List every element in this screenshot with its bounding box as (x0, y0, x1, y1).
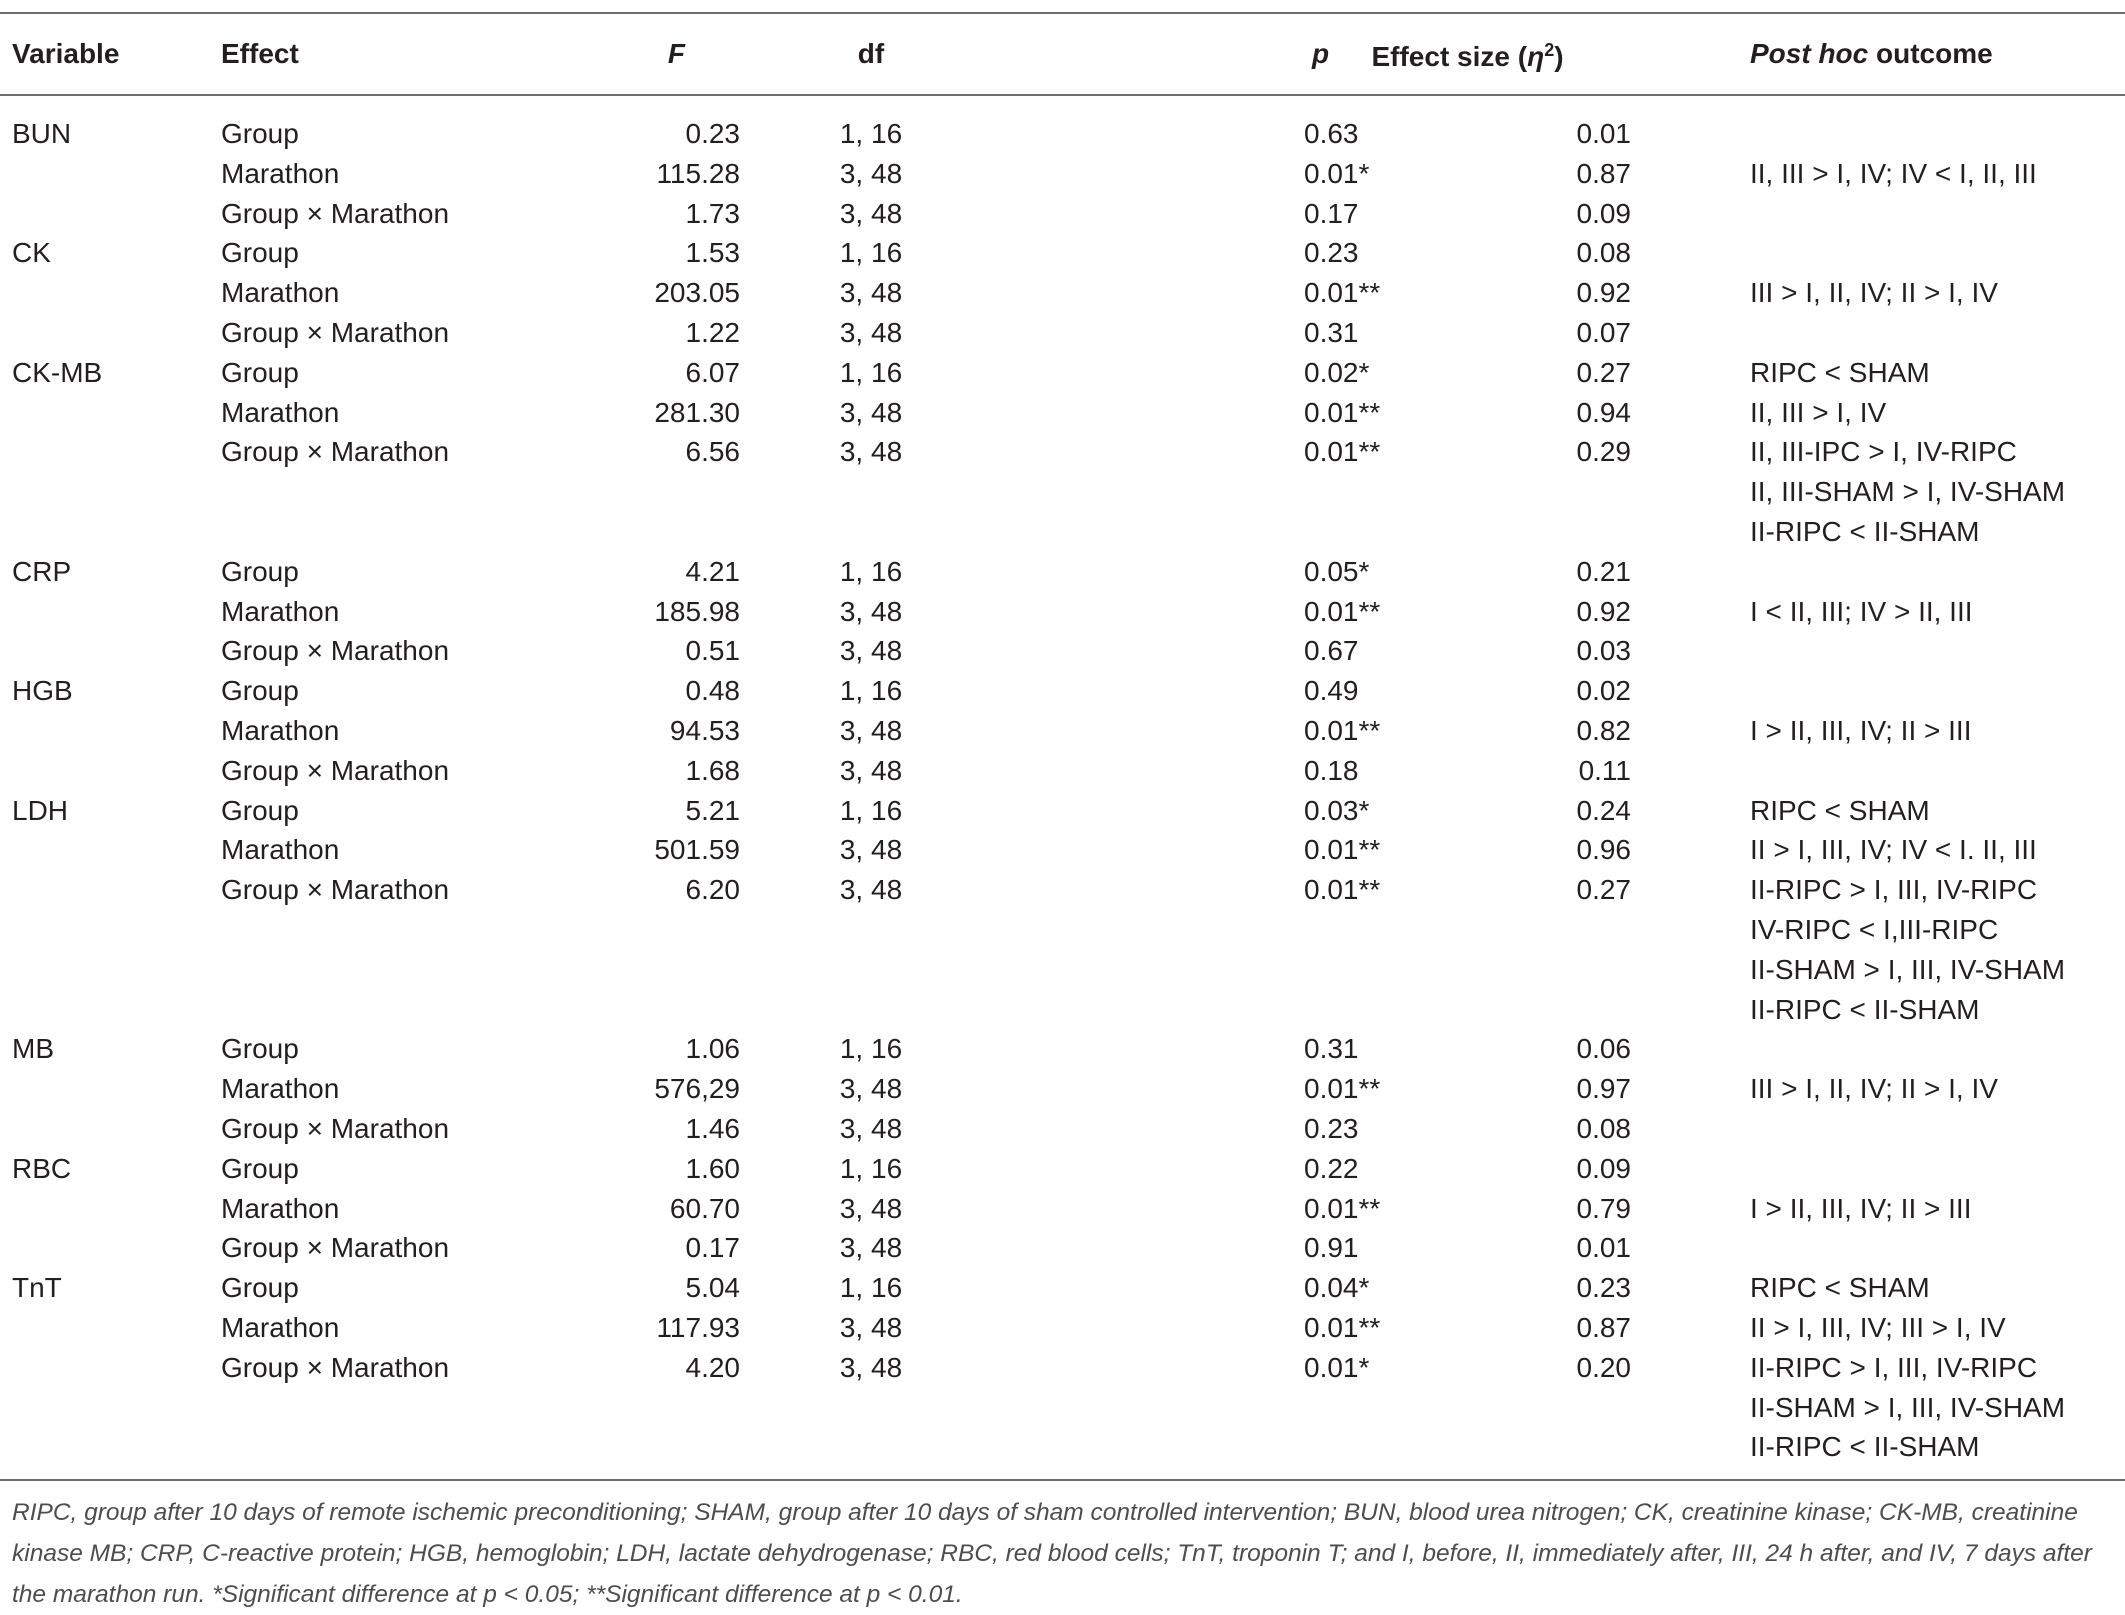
posthoc-line: II-RIPC < II-SHAM (1750, 515, 1980, 547)
bottom-rule (0, 1479, 2125, 1481)
cell-posthoc (1678, 791, 2125, 831)
cell-posthoc (1678, 1189, 2125, 1229)
table-row (0, 751, 2125, 791)
cell-posthoc (1678, 631, 2125, 671)
cell-f: 1.68 (685, 754, 740, 786)
cell-variable (0, 631, 221, 671)
cell-effect-size: 0.03 (1576, 635, 1631, 667)
table-row (0, 711, 2125, 751)
cell-f: 5.21 (685, 794, 740, 826)
table-row (0, 273, 2125, 313)
header-f: F (667, 38, 685, 70)
cell-df: 3, 48 (839, 754, 903, 786)
cell-f: 6.07 (685, 356, 740, 388)
cell-effect-size: 0.87 (1576, 157, 1631, 189)
posthoc-line: II, III > I, IV (1750, 396, 1887, 428)
cell-effect: Group × Marathon (221, 874, 450, 906)
table-row (0, 154, 2125, 194)
cell-effect: Group (221, 237, 299, 269)
cell-effect-size: 0.24 (1576, 794, 1631, 826)
cell-effect-size: 0.79 (1576, 1192, 1631, 1224)
cell-effect-size: 0.07 (1576, 316, 1631, 348)
cell-effect-size: 0.11 (1578, 754, 1631, 786)
table-row (0, 393, 2125, 433)
header-p: p (1312, 38, 1330, 70)
cell-variable (0, 313, 221, 353)
table-row (0, 194, 2125, 234)
cell-posthoc (1678, 870, 2125, 1029)
cell-effect-size: 0.97 (1576, 1073, 1631, 1105)
cell-posthoc (1678, 313, 2125, 353)
cell-f: 203.05 (654, 277, 740, 309)
table-row (0, 1069, 2125, 1109)
cell-p: 0.63 (1304, 118, 1359, 149)
cell-effect-size: 0.27 (1576, 874, 1631, 906)
cell-effect: Group (221, 794, 299, 826)
cell-df: 3, 48 (839, 595, 903, 627)
cell-variable (0, 194, 221, 234)
cell-variable: MB (12, 1033, 54, 1065)
cell-f: 4.20 (685, 1351, 740, 1383)
cell-f: 576,29 (654, 1073, 740, 1105)
cell-effect: Group × Marathon (221, 197, 450, 229)
cell-f: 0.23 (685, 118, 740, 149)
table-row (0, 1308, 2125, 1348)
cell-df: 3, 48 (839, 714, 903, 746)
cell-df: 1, 16 (839, 794, 903, 826)
cell-posthoc (1678, 830, 2125, 870)
cell-df: 3, 48 (839, 1232, 903, 1264)
cell-variable (0, 751, 221, 791)
cell-effect: Marathon (221, 157, 340, 189)
posthoc-line: III > I, II, IV; II > I, IV (1750, 1073, 1998, 1105)
cell-posthoc (1678, 233, 2125, 273)
cell-effect: Group × Marathon (221, 436, 450, 468)
cell-effect-size: 0.08 (1576, 237, 1631, 269)
posthoc-line: I > II, III, IV; II > III (1750, 714, 1972, 746)
posthoc-line: II, III-SHAM > I, IV-SHAM (1750, 476, 2066, 508)
cell-df: 3, 48 (839, 277, 903, 309)
cell-p: 0.01** (1304, 396, 1381, 428)
cell-f: 0.51 (685, 635, 740, 667)
cell-p: 0.02* (1304, 356, 1370, 388)
posthoc-line: II, III-IPC > I, IV-RIPC (1750, 436, 2017, 468)
cell-variable: RBC (12, 1152, 72, 1184)
posthoc-line: RIPC < SHAM (1750, 356, 1930, 388)
header-posthoc: Post hoc outcome (1750, 38, 1993, 70)
posthoc-line: II-SHAM > I, III, IV-SHAM (1750, 953, 2066, 985)
cell-variable: TnT (12, 1272, 62, 1304)
cell-f: 117.93 (656, 1311, 740, 1343)
cell-f: 6.20 (685, 874, 740, 906)
cell-effect-size: 0.27 (1576, 356, 1631, 388)
cell-df: 1, 16 (839, 237, 903, 269)
cell-variable (0, 870, 221, 1029)
cell-effect-size: 0.92 (1576, 595, 1631, 627)
cell-effect: Group (221, 555, 299, 587)
cell-posthoc (1678, 1268, 2125, 1308)
cell-effect: Marathon (221, 1311, 340, 1343)
table-row (0, 233, 2125, 273)
cell-variable (0, 711, 221, 751)
cell-f: 0.17 (685, 1232, 740, 1264)
cell-effect: Group × Marathon (221, 1112, 450, 1144)
cell-f: 185.98 (654, 595, 740, 627)
cell-df: 3, 48 (839, 1112, 903, 1144)
cell-effect: Group (221, 1152, 299, 1184)
cell-f: 1.22 (685, 316, 740, 348)
cell-posthoc (1678, 552, 2125, 592)
cell-posthoc (1678, 1149, 2125, 1189)
cell-p: 0.05* (1304, 555, 1370, 587)
table-footnote: RIPC, group after 10 days of remote ischemic preconditioning; SHAM, group after 10 days of sham controlled intervention; BUN, blood urea nitrogen; CK, creatinine kinase; CK-MB, creatinine kinase MB; CRP, C-reactive protein; HGB, hemoglobin; LDH, lactate dehydrogenase; RBC, red blood cells; TnT, troponin T; and I, before, II, immediately after, III, 24 h after, and IV, 7 days after the marathon run. *Significant difference at p < 0.05; **Significant difference at p < 0.01. (12, 1499, 2092, 1608)
table-row (0, 432, 2125, 551)
cell-variable (0, 1308, 221, 1348)
cell-p: 0.01** (1304, 277, 1381, 309)
cell-p: 0.01** (1304, 874, 1381, 906)
cell-f: 94.53 (669, 714, 740, 746)
cell-effect: Marathon (221, 1192, 340, 1224)
cell-variable (0, 393, 221, 433)
header-effect-size: Effect size $(\eta^2)$ (1371, 40, 1564, 73)
cell-effect: Marathon (221, 277, 340, 309)
posthoc-line: II > I, III, IV; IV < I. II, III (1750, 834, 2037, 866)
posthoc-line: II-SHAM > I, III, IV-SHAM (1750, 1391, 2066, 1423)
cell-p: 0.04* (1304, 1272, 1370, 1304)
cell-df: 1, 16 (839, 356, 903, 388)
posthoc-line: II, III > I, IV; IV < I, II, III (1750, 157, 2037, 189)
cell-df: 1, 16 (839, 1033, 903, 1065)
cell-effect: Group (221, 356, 299, 388)
cell-posthoc (1678, 1228, 2125, 1268)
cell-effect-size: 0.21 (1576, 555, 1631, 587)
cell-f: 1.46 (685, 1112, 740, 1144)
table-row (0, 791, 2125, 831)
cell-effect-size: 0.01 (1576, 118, 1631, 149)
cell-posthoc (1678, 432, 2125, 551)
cell-p: 0.17 (1304, 197, 1359, 229)
cell-effect-size: 0.92 (1576, 277, 1631, 309)
cell-df: 1, 16 (839, 1152, 903, 1184)
cell-variable (0, 432, 221, 551)
cell-df: 3, 48 (839, 635, 903, 667)
cell-posthoc (1678, 273, 2125, 313)
posthoc-line: IV-RIPC < I,III-RIPC (1750, 913, 1999, 945)
cell-p: 0.01** (1304, 1311, 1381, 1343)
cell-p: 0.01** (1304, 436, 1381, 468)
cell-effect-size: 0.01 (1576, 1232, 1631, 1264)
table-row (0, 671, 2125, 711)
table-body (0, 94, 2125, 1475)
cell-df: 3, 48 (839, 396, 903, 428)
cell-variable (0, 154, 221, 194)
cell-p: 0.31 (1304, 316, 1359, 348)
cell-variable: BUN (12, 118, 72, 149)
cell-p: 0.18 (1304, 754, 1359, 786)
cell-effect: Group (221, 1033, 299, 1065)
table-row (0, 1149, 2125, 1189)
cell-variable (0, 273, 221, 313)
cell-p: 0.03* (1304, 794, 1370, 826)
cell-f: 281.30 (654, 396, 740, 428)
anova-results-table (0, 14, 2125, 1475)
cell-posthoc (1678, 154, 2125, 194)
table-row (0, 830, 2125, 870)
cell-p: 0.23 (1304, 1112, 1359, 1144)
table-row (0, 1189, 2125, 1229)
cell-p: 0.01** (1304, 834, 1381, 866)
posthoc-line: II-RIPC > I, III, IV-RIPC (1750, 1351, 2038, 1383)
cell-variable (0, 592, 221, 632)
table-row (0, 552, 2125, 592)
posthoc-line: RIPC < SHAM (1750, 794, 1930, 826)
cell-posthoc (1678, 353, 2125, 393)
cell-posthoc (1678, 94, 2125, 154)
cell-df: 3, 48 (839, 1351, 903, 1383)
cell-df: 3, 48 (839, 1311, 903, 1343)
cell-effect: Marathon (221, 595, 340, 627)
cell-p: 0.01** (1304, 714, 1381, 746)
cell-effect-size: 0.20 (1576, 1351, 1631, 1383)
cell-posthoc (1678, 1069, 2125, 1109)
cell-f: 6.56 (685, 436, 740, 468)
cell-variable (0, 1348, 221, 1475)
posthoc-line: II-RIPC < II-SHAM (1750, 993, 1980, 1025)
table-row (0, 353, 2125, 393)
cell-f: 1.06 (685, 1033, 740, 1065)
cell-df: 3, 48 (839, 1073, 903, 1105)
cell-effect-size: 0.94 (1576, 396, 1631, 428)
cell-posthoc (1678, 1029, 2125, 1069)
cell-effect: Group (221, 675, 299, 707)
cell-effect: Group × Marathon (221, 1351, 450, 1383)
cell-df: 1, 16 (839, 1272, 903, 1304)
cell-effect: Group (221, 1272, 299, 1304)
cell-p: 0.01** (1304, 1192, 1381, 1224)
header-effect: Effect (221, 38, 299, 70)
table-row (0, 1348, 2125, 1475)
cell-posthoc (1678, 1348, 2125, 1475)
cell-df: 3, 48 (839, 834, 903, 866)
cell-variable: LDH (12, 794, 69, 826)
header-df: df (857, 38, 885, 70)
cell-posthoc (1678, 393, 2125, 433)
header-row (0, 14, 2125, 94)
cell-effect: Group × Marathon (221, 1232, 450, 1264)
cell-variable (0, 1189, 221, 1229)
cell-variable: CK-MB (12, 356, 103, 388)
cell-effect: Marathon (221, 714, 340, 746)
cell-p: 0.31 (1304, 1033, 1359, 1065)
cell-p: 0.01** (1304, 1073, 1381, 1105)
cell-p: 0.91 (1304, 1232, 1359, 1264)
cell-f: 1.73 (685, 197, 740, 229)
cell-variable: CRP (12, 555, 72, 587)
cell-p: 0.01* (1304, 1351, 1370, 1383)
table-row (0, 1109, 2125, 1149)
posthoc-line: II > I, III, IV; III > I, IV (1750, 1311, 2006, 1343)
cell-p: 0.23 (1304, 237, 1359, 269)
cell-effect-size: 0.82 (1576, 714, 1631, 746)
cell-variable (0, 1228, 221, 1268)
cell-posthoc (1678, 711, 2125, 751)
cell-posthoc (1678, 1109, 2125, 1149)
cell-f: 1.60 (685, 1152, 740, 1184)
cell-effect-size: 0.08 (1576, 1112, 1631, 1144)
cell-variable (0, 830, 221, 870)
table-row (0, 631, 2125, 671)
table-row (0, 313, 2125, 353)
cell-df: 3, 48 (839, 1192, 903, 1224)
cell-f: 4.21 (685, 555, 740, 587)
cell-effect-size: 0.09 (1576, 197, 1631, 229)
cell-df: 3, 48 (839, 316, 903, 348)
cell-variable: CK (12, 237, 51, 269)
cell-effect: Group × Marathon (221, 754, 450, 786)
cell-df: 3, 48 (839, 157, 903, 189)
posthoc-line: I > II, III, IV; II > III (1750, 1192, 1972, 1224)
cell-variable (0, 1069, 221, 1109)
table-row (0, 1029, 2125, 1069)
table-row (0, 1228, 2125, 1268)
cell-effect-size: 0.29 (1576, 436, 1631, 468)
cell-p: 0.67 (1304, 635, 1359, 667)
cell-effect: Marathon (221, 1073, 340, 1105)
cell-effect-size: 0.96 (1576, 834, 1631, 866)
table-row (0, 870, 2125, 1029)
cell-f: 115.28 (656, 157, 740, 189)
cell-df: 1, 16 (839, 675, 903, 707)
header-variable: Variable (12, 38, 120, 70)
posthoc-line: II-RIPC > I, III, IV-RIPC (1750, 874, 2038, 906)
cell-f: 0.48 (685, 675, 740, 707)
cell-effect: Marathon (221, 834, 340, 866)
cell-f: 5.04 (685, 1272, 740, 1304)
cell-variable: HGB (12, 675, 73, 707)
cell-effect-size: 0.02 (1576, 675, 1631, 707)
cell-posthoc (1678, 671, 2125, 711)
cell-f: 501.59 (654, 834, 740, 866)
cell-p: 0.22 (1304, 1152, 1359, 1184)
cell-effect-size: 0.06 (1576, 1033, 1631, 1065)
cell-effect: Marathon (221, 396, 340, 428)
cell-effect: Group × Marathon (221, 635, 450, 667)
table-row (0, 592, 2125, 632)
cell-p: 0.01** (1304, 595, 1381, 627)
table-row (0, 94, 2125, 154)
cell-effect: Group × Marathon (221, 316, 450, 348)
posthoc-line: RIPC < SHAM (1750, 1272, 1930, 1304)
cell-df: 3, 48 (839, 197, 903, 229)
cell-posthoc (1678, 751, 2125, 791)
cell-posthoc (1678, 194, 2125, 234)
posthoc-line: I < II, III; IV > II, III (1750, 595, 1973, 627)
cell-effect: Group (221, 118, 299, 149)
cell-f: 1.53 (685, 237, 740, 269)
cell-variable (0, 1109, 221, 1149)
cell-effect-size: 0.09 (1576, 1152, 1631, 1184)
cell-p: 0.01* (1304, 157, 1370, 189)
posthoc-line: II-RIPC < II-SHAM (1750, 1431, 1980, 1463)
table-row (0, 1268, 2125, 1308)
cell-p: 0.49 (1304, 675, 1359, 707)
table-header (0, 14, 2125, 94)
cell-posthoc (1678, 1308, 2125, 1348)
posthoc-line: III > I, II, IV; II > I, IV (1750, 277, 1998, 309)
cell-df: 3, 48 (839, 436, 903, 468)
cell-effect-size: 0.87 (1576, 1311, 1631, 1343)
cell-f: 60.70 (669, 1192, 740, 1224)
cell-effect-size: 0.23 (1576, 1272, 1631, 1304)
cell-df: 3, 48 (839, 874, 903, 906)
cell-posthoc (1678, 592, 2125, 632)
cell-df: 1, 16 (839, 118, 903, 149)
cell-df: 1, 16 (839, 555, 903, 587)
